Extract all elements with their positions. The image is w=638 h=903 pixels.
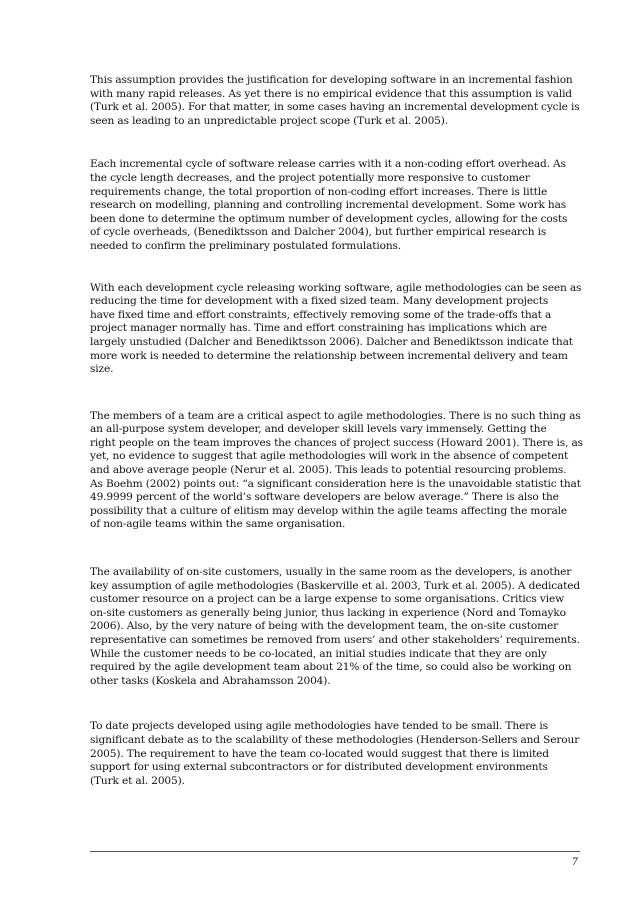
text-line: of non-agile teams within the same organisation.	[90, 518, 346, 531]
text-line: the cycle length decreases, and the project potentially more responsive to customer	[90, 171, 530, 184]
text-line: requirements change, the total proportion of non-coding effort increases. There is little	[90, 185, 548, 198]
text-line: 49.9999 percent of the world’s software developers are below average.” There is also the	[90, 491, 559, 504]
page-number: 7	[571, 857, 578, 868]
text-line: customer resource on a project can be a large expense to some organisations. Critics view	[90, 593, 565, 606]
text-line: have fixed time and effort constraints, effectively removing some of the trade-offs that a	[90, 308, 552, 321]
text-line: Each incremental cycle of software release carries with it a non-coding effort overhead. As	[90, 158, 566, 171]
text-line: The availability of on-site customers, usually in the same room as the developers, is another	[90, 566, 572, 579]
paragraph-fixed-time-constraints	[90, 282, 580, 377]
text-line: As Boehm (2002) points out: “a significant consideration here is the unavoidable statistic that	[90, 477, 581, 490]
text-line: support for using external subcontractors or for distributed development environments	[90, 761, 548, 774]
text-line: While the customer needs to be co-located, an initial studies indicate that they are only	[90, 647, 547, 660]
text-line: more work is needed to determine the relationship between incremental delivery and team	[90, 349, 568, 362]
text-line: reducing the time for development with a fixed sized team. Many development projects	[90, 295, 549, 308]
text-line: 2006). Also, by the very nature of being with the development team, the on-site customer	[90, 620, 559, 633]
text-line: (Turk et al. 2005).	[90, 774, 185, 787]
text-line: To date projects developed using agile methodologies have tended to be small. There is	[90, 720, 548, 733]
text-line: research on modelling, planning and controlling incremental development. Some work has	[90, 199, 567, 212]
paragraph-on-site-customers	[90, 566, 580, 688]
text-line: other tasks (Koskela and Abrahamsson 2004).	[90, 674, 331, 687]
text-line: possibility that a culture of elitism may develop within the agile teams affecting the morale	[90, 504, 567, 517]
paragraph-non-coding-overhead	[90, 158, 580, 253]
paragraph-incremental-justification	[90, 74, 580, 128]
body-text	[90, 74, 583, 788]
text-line: largely unstudied (Dalcher and Benediktsson 2006). Dalcher and Benediktsson indicate that	[90, 335, 573, 348]
text-line: an all-purpose system developer, and developer skill levels vary immensely. Getting the	[90, 423, 547, 436]
text-line: seen as leading to an unpredictable project scope (Turk et al. 2005).	[90, 114, 448, 127]
text-line: The members of a team are a critical aspect to agile methodologies. There is no such thing as	[90, 409, 581, 422]
paragraph-team-members	[90, 409, 583, 532]
text-line: This assumption provides the justification for developing software in an incremental fashion	[90, 74, 573, 86]
text-line: With each development cycle releasing working software, agile methodologies can be seen as	[90, 281, 582, 294]
text-line: project manager normally has. Time and effort constraining has implications which are	[90, 322, 547, 335]
paragraph-scalability	[90, 720, 580, 788]
text-line: of cycle overheads, (Benediktsson and Dalcher 2004), but further empirical research is	[90, 226, 547, 239]
text-line: key assumption of agile methodologies (Baskerville et al. 2003, Turk et al. 2005). A dedicated	[90, 579, 581, 592]
text-line: representative can sometimes be removed from users’ and other stakeholders’ requirements.	[90, 634, 580, 646]
footer-divider	[90, 851, 580, 852]
text-line: significant debate as to the scalability of these methodologies (Henderson-Sellers and Serour	[90, 733, 580, 746]
text-line: required by the agile development team about 21% of the time, so could also be working on	[90, 661, 572, 674]
text-line: on-site customers as generally being junior, thus lacking in experience (Nord and Tomayko	[90, 606, 566, 619]
text-line: and above average people (Nerur et al. 2005). This leads to potential resourcing problems.	[90, 464, 567, 477]
text-line: size.	[90, 363, 114, 376]
text-line: with many rapid releases. As yet there is no empirical evidence that this assumption is valid	[90, 87, 572, 100]
text-line: needed to confirm the preliminary postulated formulations.	[90, 239, 402, 252]
text-line: (Turk et al. 2005). For that matter, in some cases having an incremental development cycle is	[90, 101, 580, 114]
text-line: been done to determine the optimum number of development cycles, allowing for the costs	[90, 212, 568, 225]
text-line: 2005). The requirement to have the team co-located would suggest that there is limited	[90, 747, 549, 760]
text-line: yet, no evidence to suggest that agile methodologies will work in the absence of competent	[90, 450, 569, 463]
text-line: right people on the team improves the chances of project success (Howard 2001). There is, as	[90, 436, 583, 449]
